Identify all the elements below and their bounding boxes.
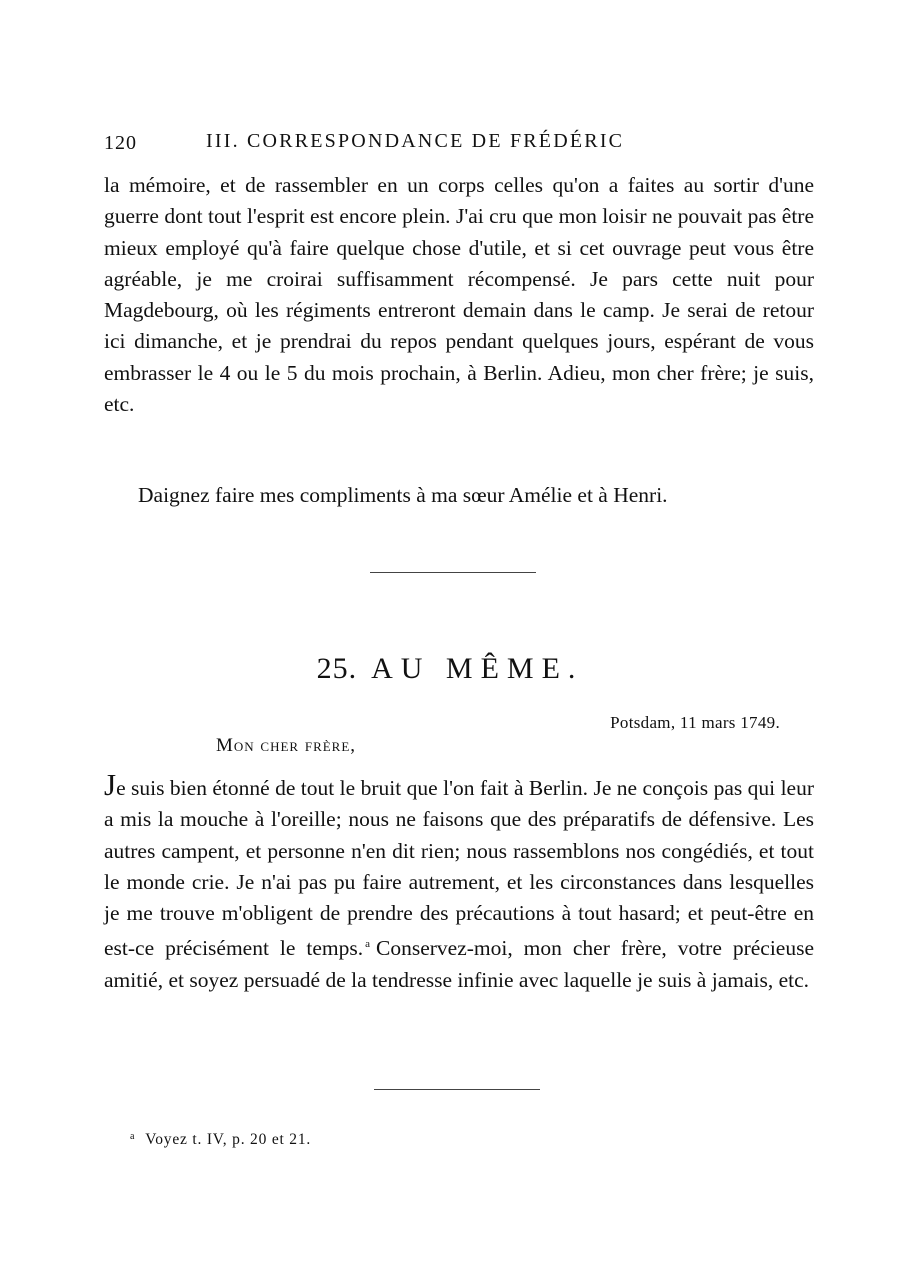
salutation: Mon cher frère,	[216, 735, 357, 756]
letter-number: 25.	[316, 652, 358, 685]
footnote-divider	[374, 1089, 540, 1090]
footnote	[130, 1131, 311, 1149]
letter-body-part1: e suis bien étonné de tout le bruit que l'on fait à Berlin. Je ne conçois pas qui leur a mis la mouche à l'oreille; nous ne faisons que des préparatifs de défensive. Les autres campent, et personne n'en dit rien; nous rassemblons nos congédiés, et tout le monde crie. Je n'ai pas pu faire autrement, et les circonstances dans lesquelles je me trouve m'obligent de prendre des précautions à tout hasard; et peut-être en est-ce précisément le temps.	[104, 776, 814, 961]
letter-heading	[0, 652, 900, 686]
footnote-mark: a	[130, 1131, 136, 1142]
postscript: Daignez faire mes compliments à ma sœur Amélie et à Henri.	[138, 483, 668, 507]
previous-letter-body: la mémoire, et de rassembler en un corps celles qu'on a faites au sortir d'une guerre dont tout l'esprit est encore plein. J'ai cru que mon loisir ne pouvait pas être mieux employé qu'à faire quelque chose d'utile, et si cet ouvrage peut vous être agréable, je me croirai suffisamment récompensé. Je pars cette nuit pour Magdebourg, où les régiments entreront demain dans le camp. Je serai de retour ici dimanche, et je prendrai du repos pendant quelques jours, espérant de vous embrasser le 4 ou le 5 du mois prochain, à Berlin. Adieu, mon cher frère; je suis, etc.	[104, 173, 814, 417]
drop-cap: J	[104, 767, 117, 802]
dateline: Potsdam, 11 mars 1749.	[610, 713, 780, 732]
running-title: III. CORRESPONDANCE DE FRÉDÉRIC	[206, 130, 625, 152]
page-number: 120	[104, 132, 137, 154]
letter-body	[104, 767, 814, 996]
footnote-text: Voyez t. IV, p. 20 et 21.	[145, 1131, 312, 1148]
letter-title: AU MÊME.	[371, 652, 584, 685]
footnote-reference[interactable]: a	[365, 938, 370, 951]
running-header	[104, 130, 816, 160]
letter-body-part2: Conservez-moi, mon cher frère, votre précieuse amitié, et soyez persuadé de la tendresse infinie avec laquelle je suis à jamais, etc.	[104, 936, 814, 992]
section-divider	[370, 572, 536, 573]
